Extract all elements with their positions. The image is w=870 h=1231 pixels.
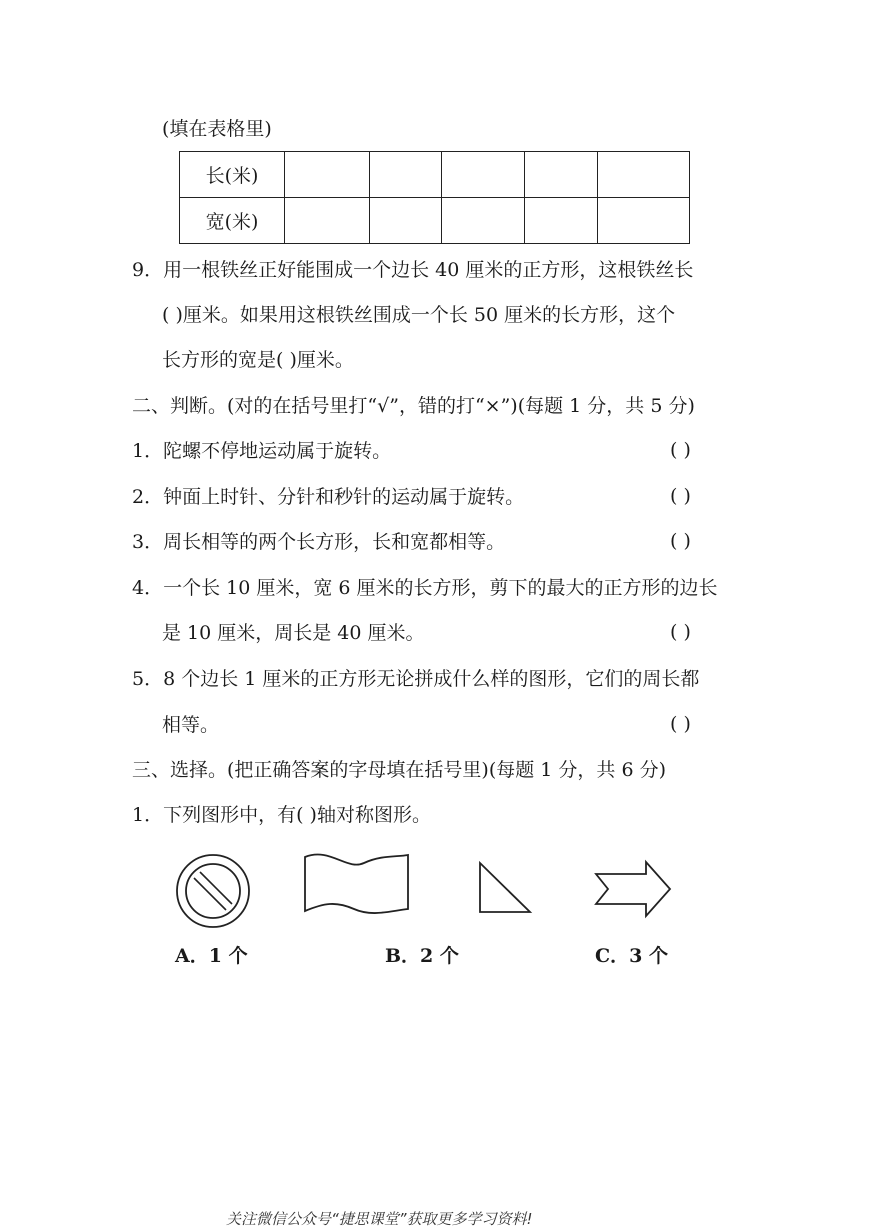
table-row	[180, 198, 690, 244]
section-3-heading: 三、选择。(把正确答案的字母填在括号里)(每题 1 分，共 6 分)	[132, 759, 666, 781]
judge-item-4: 4．一个长 10 厘米，宽 6 厘米的长方形，剪下的最大的正方形的边长	[132, 577, 718, 599]
table-note: (填在表格里)	[162, 118, 272, 140]
table-row	[180, 152, 690, 198]
answer-bracket[interactable]: ( )	[670, 621, 691, 643]
row-label-length: 长(米)	[180, 152, 285, 198]
q9-line-3: 长方形的宽是( )厘米。	[162, 349, 354, 371]
option-c[interactable]: C．3 个	[595, 945, 668, 967]
table-cell[interactable]	[370, 198, 442, 244]
judge-item-5: 5．8 个边长 1 厘米的正方形无论拼成什么样的图形，它们的周长都	[132, 668, 700, 690]
judge-item-5-cont: 相等。	[162, 714, 220, 736]
table-cell[interactable]	[525, 152, 598, 198]
table-cell[interactable]	[370, 152, 442, 198]
answer-bracket[interactable]: ( )	[670, 713, 691, 735]
judge-item-1: 1．陀螺不停地运动属于旋转。	[132, 440, 392, 462]
answer-bracket[interactable]: ( )	[670, 439, 691, 461]
table-cell[interactable]	[598, 198, 690, 244]
judge-item-2: 2．钟面上时针、分针和秒针的运动属于旋转。	[132, 486, 525, 508]
section-2-heading: 二、判断。(对的在括号里打“√”，错的打“×”)(每题 1 分，共 5 分)	[132, 395, 695, 417]
wavy-banner-icon	[302, 853, 412, 915]
right-triangle-icon	[476, 860, 534, 916]
answer-bracket[interactable]: ( )	[670, 530, 691, 552]
judge-item-4-cont: 是 10 厘米，周长是 40 厘米。	[162, 622, 425, 644]
q9-line-2: ( )厘米。如果用这根铁丝围成一个长 50 厘米的长方形，这个	[162, 304, 676, 326]
arrow-right-icon	[594, 860, 674, 920]
choice-question-1: 1．下列图形中，有( )轴对称图形。	[132, 804, 431, 826]
option-b[interactable]: B．2 个	[385, 945, 459, 967]
no-entry-sign-icon	[175, 853, 253, 931]
table-cell[interactable]	[285, 198, 370, 244]
judge-item-3: 3．周长相等的两个长方形，长和宽都相等。	[132, 531, 506, 553]
table-cell[interactable]	[525, 198, 598, 244]
footer-promo: 关注微信公众号“捷思课堂”获取更多学习资料!	[226, 1210, 533, 1228]
answer-table	[179, 151, 690, 244]
q9-line-1: 9．用一根铁丝正好能围成一个边长 40 厘米的正方形，这根铁丝长	[132, 259, 694, 281]
table-cell[interactable]	[598, 152, 690, 198]
table-cell[interactable]	[442, 152, 525, 198]
answer-bracket[interactable]: ( )	[670, 485, 691, 507]
table-cell[interactable]	[442, 198, 525, 244]
option-a[interactable]: A．1 个	[175, 945, 248, 967]
table-cell[interactable]	[285, 152, 370, 198]
row-label-width: 宽(米)	[180, 198, 285, 244]
